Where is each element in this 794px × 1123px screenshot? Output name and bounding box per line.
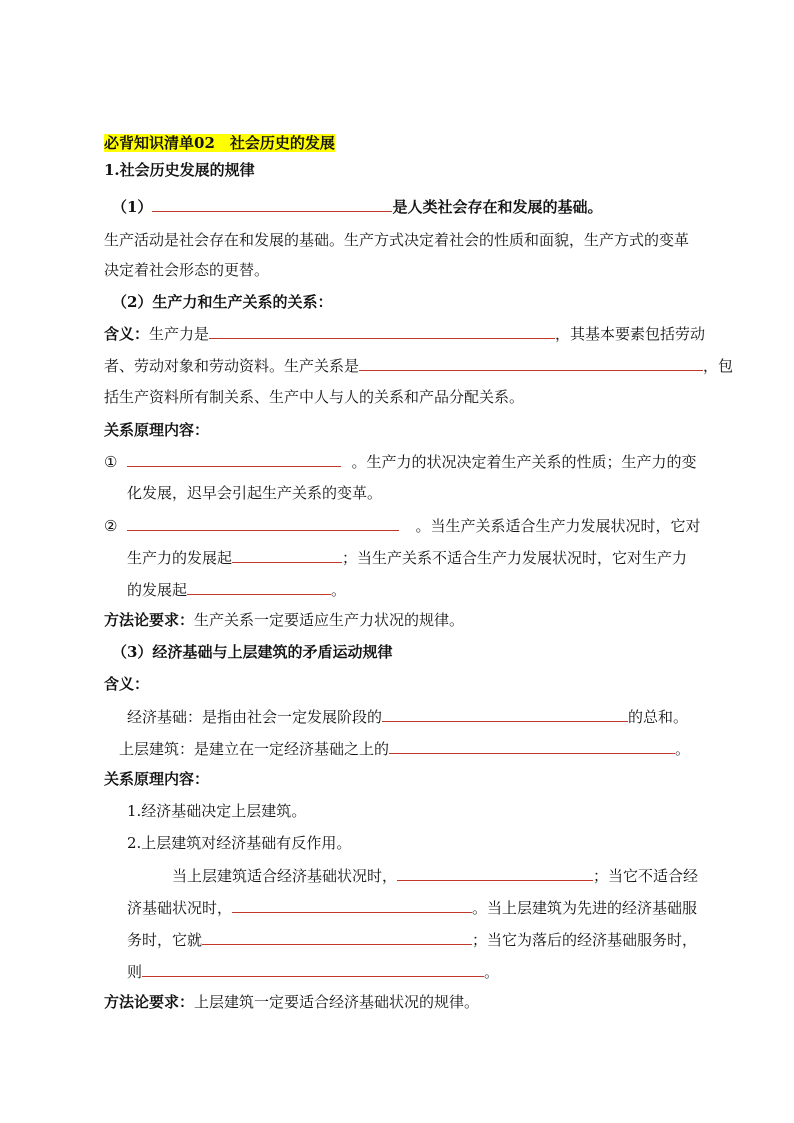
blank-field[interactable] [359, 355, 703, 371]
section-heading: 1.社会历史发展的规律 [104, 161, 255, 179]
definition-line [119, 738, 690, 758]
item1-line [112, 196, 602, 216]
definition-label: 含义： [104, 325, 150, 343]
principle-line [127, 929, 697, 949]
page-title-text: 必背知识清单02 社会历史的发展 [104, 134, 335, 152]
principle-line [127, 547, 687, 567]
principle-text: 济基础状况时， [127, 899, 233, 917]
blank-field[interactable] [209, 323, 555, 339]
principle-text: 则 [127, 963, 143, 981]
blank-field[interactable] [142, 961, 484, 977]
principle-line [172, 865, 698, 885]
page-title [104, 133, 335, 153]
blank-field[interactable] [397, 865, 593, 881]
principle-text: 务时，它就 [127, 931, 203, 949]
principle-text: 。当生产关系适合生产力发展状况时，它对 [415, 517, 701, 535]
definition-line [104, 355, 733, 375]
principle-line: 1.经济基础决定上层建筑。 [127, 802, 307, 820]
blank-field[interactable] [382, 706, 628, 722]
blank-field[interactable] [202, 929, 472, 945]
method-label: 方法论要求： [104, 611, 195, 629]
blank-field[interactable] [127, 515, 399, 531]
principle-text: 。当上层建筑为先进的经济基础服 [472, 899, 698, 917]
principle-text: 当上层建筑适合经济基础状况时， [172, 867, 398, 885]
principle-line [127, 961, 499, 981]
definition-label: 含义： [104, 675, 150, 693]
principle-text: 。生产力的状况决定着生产关系的性质；生产力的变 [351, 453, 697, 471]
blank-field[interactable] [232, 897, 472, 913]
item1-prefix: （1） [112, 198, 153, 216]
principle-text: ；当它为落后的经济基础服务时， [472, 931, 698, 949]
circled-number: ① [104, 453, 118, 471]
definition-line [104, 323, 705, 343]
principle-label: 关系原理内容： [104, 770, 210, 788]
paragraph-line: 生产活动是社会存在和发展的基础。生产方式决定着社会的性质和面貌，生产方式的变革 [104, 231, 690, 249]
method-line [104, 610, 464, 630]
item1-suffix: 是人类社会存在和发展的基础。 [392, 198, 603, 216]
definition-text: 的总和。 [628, 708, 689, 726]
circled-number: ② [104, 517, 118, 535]
method-label: 方法论要求： [104, 993, 195, 1011]
principle-text: 的发展起 [127, 581, 188, 599]
principle-line: 2.上层建筑对经济基础有反作用。 [127, 834, 352, 852]
definition-text: ，包 [703, 357, 734, 375]
principle-line [127, 579, 346, 599]
paragraph-line: 决定着社会形态的更替。 [104, 261, 270, 279]
blank-field[interactable] [152, 196, 392, 212]
definition-text: ，其基本要素包括劳动 [555, 325, 706, 343]
blank-field[interactable] [232, 547, 342, 563]
principle-line [104, 515, 700, 535]
principle-line [104, 451, 696, 471]
principle-text: 。 [484, 963, 500, 981]
definition-text: 。 [675, 740, 691, 758]
blank-field[interactable] [127, 451, 341, 467]
definition-text: 上层建筑：是建立在一定经济基础之上的 [119, 740, 390, 758]
definition-text: 生产力是 [149, 325, 210, 343]
subsection-heading: （3）经济基础与上层建筑的矛盾运动规律 [112, 643, 393, 661]
blank-field[interactable] [389, 738, 675, 754]
method-line [104, 992, 479, 1012]
principle-line: 化发展，迟早会引起生产关系的变革。 [127, 484, 383, 502]
method-text: 上层建筑一定要适合经济基础状况的规律。 [194, 993, 480, 1011]
principle-text: ；当它不适合经 [593, 867, 699, 885]
principle-line [127, 897, 697, 917]
blank-field[interactable] [187, 579, 331, 595]
definition-text: 者、劳动对象和劳动资料。生产关系是 [104, 357, 360, 375]
definition-line: 括生产资料所有制关系、生产中人与人的关系和产品分配关系。 [104, 388, 525, 406]
subsection-heading: （2）生产力和生产关系的关系： [112, 293, 333, 311]
definition-line [127, 706, 688, 726]
principle-text: 生产力的发展起 [127, 549, 233, 567]
principle-text: ；当生产关系不适合生产力发展状况时，它对生产力 [342, 549, 688, 567]
method-text: 生产关系一定要适应生产力状况的规律。 [194, 611, 465, 629]
definition-text: 经济基础：是指由社会一定发展阶段的 [127, 708, 383, 726]
principle-text: 。 [331, 581, 347, 599]
principle-label: 关系原理内容： [104, 421, 210, 439]
